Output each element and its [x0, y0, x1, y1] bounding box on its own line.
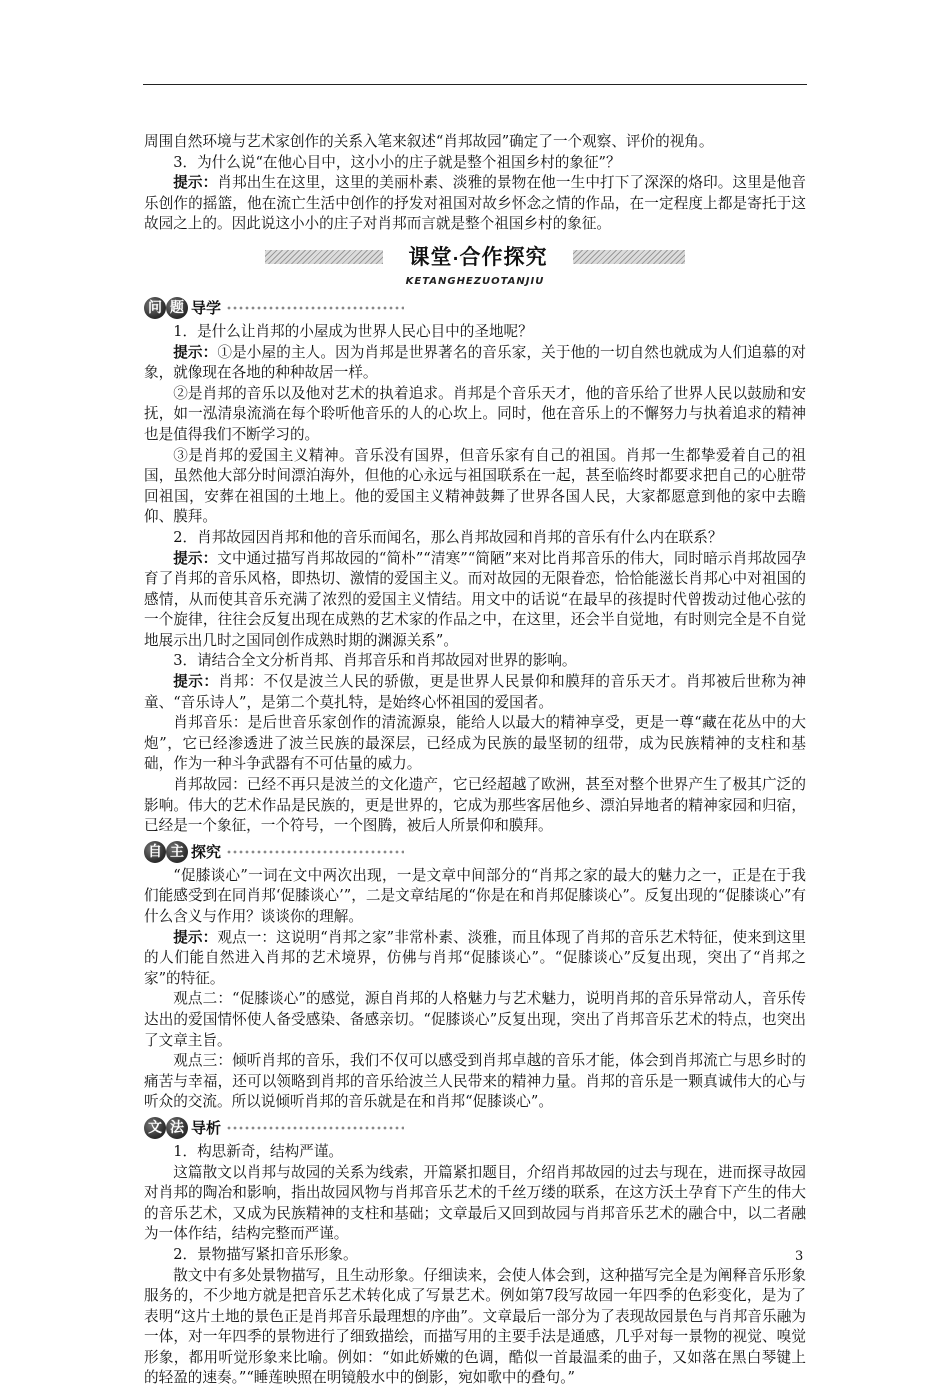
heading-circle-char: 文 [144, 1117, 166, 1139]
heading-dotted-line [226, 1124, 404, 1132]
heading-circle-char: 法 [166, 1117, 188, 1139]
hint-label: 提示： [173, 673, 218, 690]
paragraph [144, 322, 806, 343]
hint-label: 提示： [173, 174, 217, 191]
paragraph [144, 775, 806, 837]
paragraph-text: 散文中有多处景物描写，且生动形象。仔细读来，会使人体会到，这种描写完全是为阐释音乐形象服务的，不少地方就是把音乐艺术转化成了写景艺术。例如第7段写故园一年四季的色彩变化，是为了表明“这片土地的景色正是肖邦音乐最理想的序曲”。文章最后一部分为了表现故园景色与肖邦音乐融为一体，对一年四季的景物进行了细致描绘，而描写用的主要手法是通感，几乎对每一景物的视觉、嗅觉形象，都用听觉形象来比喻。例如：“如此娇嫩的色调，酷似一首最温柔的曲子，又如落在黑白琴键上的轻盈的速奏。”“睡莲映照在明镜般水中的倒影，宛如歌中的叠句。” [144, 1267, 806, 1387]
section-banner [265, 243, 685, 289]
paragraph [144, 1266, 806, 1389]
paragraph-text: 观点三：倾听肖邦的音乐，我们不仅可以感受到肖邦卓越的音乐才能，体会到肖邦流亡与思乡时的痛苦与幸福，还可以领略到肖邦的音乐给波兰人民带来的精神力量。肖邦的音乐是一颗真诚伟大的心与听众的交流。所以说倾听肖邦的音乐就是在和肖邦“促膝谈心”。 [144, 1052, 806, 1110]
paragraph-text: 2．景物描写紧扣音乐形象。 [173, 1246, 357, 1263]
paragraph-text: ③是肖邦的爱国主义精神。音乐没有国界，但音乐家有自己的祖国。肖邦一生都挚爱着自己的祖国，虽然他大部分时间漂泊海外，但他的心永远与祖国联系在一起，甚至临终时都要求把自己的心脏带回祖国，安葬在祖国的土地上。他的爱国主义精神鼓舞了世界各国人民，大家都愿意到他的家中去瞻仰、膜拜。 [144, 447, 806, 526]
hint-label: 提示： [173, 344, 217, 361]
banner-subtitle: KETANGHEZUOTANJIU [265, 272, 685, 293]
paragraph-text: 2．肖邦故园因肖邦和他的音乐而闻名，那么肖邦故园和肖邦的音乐有什么内在联系？ [173, 529, 722, 546]
header-rule [143, 84, 807, 85]
paragraph [144, 651, 806, 672]
heading-circle-char: 题 [166, 297, 188, 319]
banner-title: 课堂·合作探究 [383, 243, 573, 271]
heading-circle-char: 问 [144, 297, 166, 319]
paragraph [144, 672, 806, 713]
paragraph-text: ①是小屋的主人。因为肖邦是世界著名的音乐家，关于他的一切自然也就成为人们追慕的对象，就像现在各地的种种故居一样。 [144, 344, 806, 382]
paragraph-text: “促膝谈心”一词在文中两次出现，一是文章中间部分的“肖邦之家的最大的魅力之一，正是在于我们能感受到在同肖邦‘促膝谈心’”，二是文章结尾的“你是在和肖邦促膝谈心”。反复出现的“促膝谈心”有什么含义与作用？谈谈你的理解。 [144, 867, 806, 925]
heading-circle-char: 自 [144, 841, 166, 863]
paragraph [144, 866, 806, 928]
paragraph [144, 528, 806, 549]
hint-text: 肖邦出生在这里，这里的美丽朴素、淡雅的景物在他一生中打下了深深的烙印。这里是他音乐创作的摇篮，他在流亡生活中创作的抒发对祖国对故乡怀念之情的作品，在一定程度上都是寄托于这故园之上的。因此说这小小的庄子对肖邦而言就是整个祖国乡村的象征。 [144, 174, 806, 232]
heading-text: 导析 [191, 1117, 221, 1139]
paragraph [144, 549, 806, 652]
paragraph [144, 1163, 806, 1245]
paragraph-text: 观点一：这说明“肖邦之家”非常朴素、淡雅，而且体现了肖邦的音乐艺术特征，使来到这里的人们能自然进入肖邦的艺术境界，仿佛与肖邦“促膝谈心”。“促膝谈心”反复出现，突出了“肖邦之家”的特征。 [144, 929, 806, 987]
section-heading-wentidaoxue [144, 295, 806, 321]
paragraph [144, 713, 806, 775]
paragraph [144, 1142, 806, 1163]
heading-circle-char: 主 [166, 841, 188, 863]
paragraph-text: 肖邦故园：已经不再只是波兰的文化遗产，它已经超越了欧洲，甚至对整个世界产生了极其广泛的影响。伟大的艺术作品是民族的，更是世界的，它成为那些客居他乡、漂泊异地者的精神家园和归宿，已经是一个象征，一个符号，一个图腾，被后人所景仰和膜拜。 [144, 776, 806, 834]
section-heading-zizhutanjiu [144, 839, 806, 865]
paragraph [144, 989, 806, 1051]
paragraph [144, 1245, 806, 1266]
paragraph [144, 1051, 806, 1113]
question-3: 3．为什么说“在他心目中，这小小的庄子就是整个祖国乡村的象征”？ [144, 153, 806, 174]
paragraph-text: 文中通过描写肖邦故园的“简朴”“清寒”“简陋”来对比肖邦音乐的伟大，同时暗示肖邦故园孕育了肖邦的音乐风格，即热切、激情的爱国主义。而对故园的无限眷恋，恰恰能滋长肖邦心中对祖国的感情，从而使其音乐充满了浓烈的爱国主义情结。用文中的话说“在最早的孩提时代曾拨动过他心弦的一个旋律，往往会反复出现在成熟的艺术家的作品之中，在这里，还会半自觉地，有时则完全是不自觉地展示出几时之国同创作成熟时期的渊源关系”。 [144, 550, 806, 649]
paragraph [144, 928, 806, 990]
paragraph-text: ②是肖邦的音乐以及他对艺术的执着追求。肖邦是个音乐天才，他的音乐给了世界人民以鼓励和安抚，如一泓清泉流淌在每个聆听他音乐的人的心坎上。同时，他在音乐上的不懈努力与执着追求的精神也是值得我们不断学习的。 [144, 385, 806, 443]
hint-label: 提示： [173, 929, 217, 946]
paragraph-text: 观点二：“促膝谈心”的感觉，源自肖邦的人格魅力与艺术魅力，说明肖邦的音乐异常动人，音乐传达出的爱国情怀使人备受感染、备感亲切。“促膝谈心”反复出现，突出了肖邦音乐艺术的特点，也突出了文章主旨。 [144, 990, 806, 1048]
page-content [144, 132, 806, 1389]
hint-label: 提示： [173, 550, 217, 567]
heading-text: 探究 [191, 841, 221, 863]
heading-dotted-line [226, 848, 404, 856]
section-heading-wenfadaoxi [144, 1115, 806, 1141]
paragraph [144, 446, 806, 528]
paragraph-text: 这篇散文以肖邦与故园的关系为线索，开篇紧扣题目，介绍肖邦故园的过去与现在，进而探寻故园对肖邦的陶冶和影响，指出故园风物与肖邦音乐艺术的千丝万缕的联系，在这方沃土孕育下产生的伟大的音乐艺术，又成为民族精神的支柱和基础；文章最后又回到故园与肖邦音乐艺术的融合中，以二者融为一体作结，结构完整而严谨。 [144, 1164, 806, 1243]
section-zizhutanjiu-body [144, 866, 806, 1113]
paragraph-text: 1．构思新奇，结构严谨。 [173, 1143, 343, 1160]
section-wenfadaoxi-body [144, 1142, 806, 1389]
heading-dotted-line [226, 304, 404, 312]
heading-text: 导学 [191, 297, 221, 319]
paragraph [144, 343, 806, 384]
paragraph-text: 1．是什么让肖邦的小屋成为世界人民心目中的圣地呢？ [173, 323, 533, 340]
page-number: 3 [795, 1249, 803, 1264]
paragraph-text: 肖邦：不仅是波兰人民的骄傲，更是世界人民景仰和膜拜的音乐天才。肖邦被后世称为神童、“音乐诗人”，是第二个莫扎特，是始终心怀祖国的爱国者。 [144, 673, 806, 711]
paragraph [144, 384, 806, 446]
paragraph-text: 3．请结合全文分析肖邦、肖邦音乐和肖邦故园对世界的影响。 [173, 652, 576, 669]
paragraph-continued: 周围自然环境与艺术家创作的关系入笔来叙述“肖邦故园”确定了一个观察、评价的视角。 [144, 132, 806, 153]
section-wentidaoxue-body [144, 322, 806, 837]
paragraph-text: 肖邦音乐：是后世音乐家创作的清流源泉，能给人以最大的精神享受，更是一尊“藏在花丛中的大炮”，它已经渗透进了波兰民族的最深层，已经成为民族的最坚韧的纽带，成为民族精神的支柱和基础，作为一种斗争武器有不可估量的威力。 [144, 714, 806, 772]
hint-paragraph [144, 173, 806, 235]
